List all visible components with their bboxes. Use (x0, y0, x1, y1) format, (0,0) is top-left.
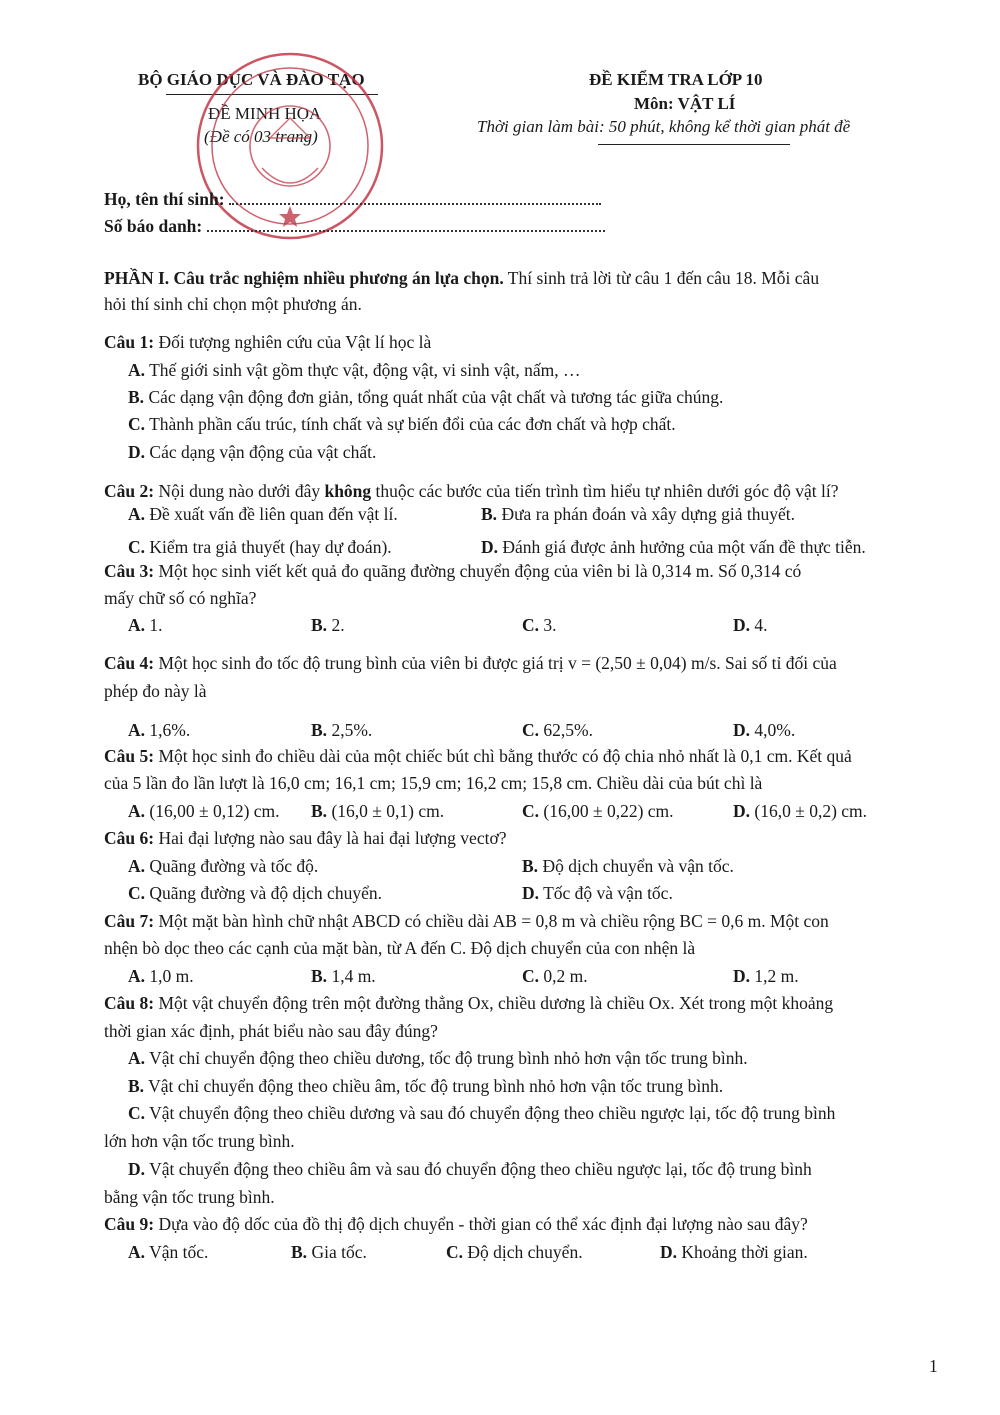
option-text: Vật chuyển động theo chiều âm và sau đó chuyển động theo chiều ngược lại, tốc độ trung bình (149, 1159, 812, 1179)
option-text: 1,4 m. (331, 966, 376, 986)
option-letter: B. (128, 1076, 145, 1096)
option-letter: C. (446, 1242, 464, 1262)
option-text: 1,6%. (149, 720, 191, 740)
q5-option-a[interactable] (128, 800, 280, 822)
option-text: Các dạng vận động của vật chất. (149, 442, 377, 462)
question-3-line1: Một học sinh viết kết quả đo quãng đường chuyển động của viên bi là 0,314 m. Số 0,314 có (154, 561, 802, 581)
q1-option-d[interactable] (128, 441, 376, 463)
option-text: Vận tốc. (149, 1242, 209, 1262)
option-text: Vật chuyển động theo chiều dương và sau đó chuyển động theo chiều ngược lại, tốc độ trung bình (149, 1103, 836, 1123)
question-2-text-bold: không (324, 481, 372, 501)
q3-option-c[interactable] (522, 614, 557, 636)
option-text: Các dạng vận động đơn giản, tổng quát nhất của vật chất và tương tác giữa chúng. (148, 387, 724, 407)
option-letter: A. (128, 801, 146, 821)
option-text: Vật chỉ chuyển động theo chiều dương, tốc độ trung bình nhỏ hơn vận tốc trung bình. (149, 1048, 748, 1068)
option-letter: B. (311, 615, 328, 635)
option-letter: D. (522, 883, 540, 903)
option-text: Khoảng thời gian. (681, 1242, 808, 1262)
option-text: Quãng đường và tốc độ. (149, 856, 319, 876)
ministry-underline (166, 94, 378, 95)
option-letter: B. (128, 387, 145, 407)
q8-option-c[interactable] (128, 1102, 835, 1124)
option-text: Thành phần cấu trúc, tính chất và sự biến đổi của các đơn chất và hợp chất. (149, 414, 676, 434)
option-letter: A. (128, 720, 146, 740)
q8-option-b[interactable] (128, 1075, 723, 1097)
q6-option-d[interactable] (522, 882, 673, 904)
question-3 (104, 560, 801, 582)
student-name-field[interactable] (229, 189, 601, 205)
question-1-label: Câu 1: (104, 332, 155, 352)
question-7-line1: Một mặt bàn hình chữ nhật ABCD có chiều dài AB = 0,8 m và chiều rộng BC = 0,6 m. Một con (154, 911, 829, 931)
option-letter: D. (733, 801, 751, 821)
question-6-label: Câu 6: (104, 828, 155, 848)
option-text: 62,5%. (543, 720, 593, 740)
q4-option-b[interactable] (311, 719, 372, 741)
q5-option-c[interactable] (522, 800, 674, 822)
q2-option-a[interactable] (128, 503, 398, 525)
question-5 (104, 745, 852, 767)
q5-option-b[interactable] (311, 800, 444, 822)
option-letter: C. (522, 801, 540, 821)
q8-option-c-cont: lớn hơn vận tốc trung bình. (104, 1131, 295, 1151)
question-5-label: Câu 5: (104, 746, 155, 766)
q2-option-b[interactable] (481, 503, 795, 525)
q4-option-a[interactable] (128, 719, 190, 741)
option-text: Đề xuất vấn đề liên quan đến vật lí. (149, 504, 398, 524)
option-letter: B. (311, 801, 328, 821)
option-letter: D. (660, 1242, 678, 1262)
question-8 (104, 992, 833, 1014)
question-4-line2: phép đo này là (104, 681, 207, 701)
q7-option-a[interactable] (128, 965, 194, 987)
option-text: Độ dịch chuyển và vận tốc. (542, 856, 734, 876)
q3-option-a[interactable] (128, 614, 163, 636)
option-letter: B. (481, 504, 498, 524)
q1-option-b[interactable] (128, 386, 723, 408)
question-2-text-after: thuộc các bước của tiến trình tìm hiểu tự nhiên dưới góc độ vật lí? (371, 481, 839, 501)
option-letter: A. (128, 360, 146, 380)
option-letter: D. (128, 1159, 146, 1179)
question-2 (104, 480, 839, 502)
q7-option-b[interactable] (311, 965, 376, 987)
option-text: 1. (149, 615, 163, 635)
question-1-text: Đối tượng nghiên cứu của Vật lí học là (154, 332, 432, 352)
question-4-label: Câu 4: (104, 653, 155, 673)
question-5-line1: Một học sinh đo chiều dài của một chiếc bút chì bằng thước có độ chia nhỏ nhất là 0,1 cm. Kết quả (154, 746, 852, 766)
pages-note: (Đề có 03 trang) (204, 127, 318, 146)
q2-option-d[interactable] (481, 536, 866, 558)
q8-option-d-cont: bằng vận tốc trung bình. (104, 1187, 275, 1207)
q9-option-a[interactable] (128, 1241, 208, 1263)
question-4-line1: Một học sinh đo tốc độ trung bình của viên bi được giá trị v = (2,50 ± 0,04) m/s. Sai số tỉ đối của (154, 653, 837, 673)
question-8-label: Câu 8: (104, 993, 155, 1013)
question-7-line2: nhện bò dọc theo các cạnh của mặt bàn, từ A đến C. Độ dịch chuyển của con nhện là (104, 938, 696, 958)
question-8-line1: Một vật chuyển động trên một đường thẳng Ox, chiều dương là chiều Ox. Xét trong một khoảng (154, 993, 834, 1013)
question-2-text-before: Nội dung nào dưới đây (154, 481, 325, 501)
option-text: Độ dịch chuyển. (467, 1242, 583, 1262)
question-9-text: Dựa vào độ dốc của đồ thị độ dịch chuyển - thời gian có thể xác định đại lượng nào sau đây? (154, 1214, 808, 1234)
question-6-text: Hai đại lượng nào sau đây là hai đại lượng vectơ? (154, 828, 507, 848)
option-letter: D. (128, 442, 146, 462)
option-text: 4,0%. (754, 720, 796, 740)
q9-option-b[interactable] (291, 1241, 367, 1263)
question-4 (104, 652, 837, 674)
option-text: 4. (754, 615, 768, 635)
question-6 (104, 827, 506, 849)
student-id-label (104, 215, 605, 237)
q9-option-d[interactable] (660, 1241, 808, 1263)
option-text: 0,2 m. (543, 966, 588, 986)
option-letter: C. (128, 1103, 146, 1123)
option-text: 1,0 m. (149, 966, 194, 986)
question-2-label: Câu 2: (104, 481, 155, 501)
question-9-label: Câu 9: (104, 1214, 155, 1234)
question-1 (104, 331, 431, 353)
option-letter: A. (128, 856, 146, 876)
option-letter: C. (128, 537, 146, 557)
ministry-name: BỘ GIÁO DỤC VÀ ĐÀO TẠO (138, 70, 365, 89)
q8-option-d[interactable] (128, 1158, 812, 1180)
student-name-text: Họ, tên thí sinh: (104, 189, 225, 209)
option-letter: C. (522, 720, 540, 740)
option-letter: A. (128, 504, 146, 524)
option-text: Vật chỉ chuyển động theo chiều âm, tốc độ trung bình nhỏ hơn vận tốc trung bình. (148, 1076, 724, 1096)
option-letter: C. (128, 883, 146, 903)
student-name-label (104, 188, 601, 210)
option-text: 1,2 m. (754, 966, 799, 986)
option-text: 3. (543, 615, 557, 635)
option-letter: C. (522, 966, 540, 986)
exam-title: ĐỀ KIỂM TRA LỚP 10 (589, 70, 763, 89)
q3-option-d[interactable] (733, 614, 768, 636)
q1-option-a[interactable] (128, 359, 580, 381)
option-text: Kiểm tra giả thuyết (hay dự đoán). (149, 537, 392, 557)
q2-option-c[interactable] (128, 536, 392, 558)
doc-type: ĐỀ MINH HỌA (208, 104, 322, 123)
option-text: Tốc độ và vận tốc. (543, 883, 673, 903)
option-letter: B. (311, 720, 328, 740)
option-letter: B. (291, 1242, 308, 1262)
time-note: Thời gian làm bài: 50 phút, không kể thời gian phát đề (477, 117, 851, 136)
q1-option-c[interactable] (128, 413, 676, 435)
option-text: (16,00 ± 0,22) cm. (543, 801, 674, 821)
part1-instruction-2: hỏi thí sinh chỉ chọn một phương án. (104, 294, 362, 314)
option-letter: B. (522, 856, 539, 876)
option-text: Đưa ra phán đoán và xây dựng giả thuyết. (501, 504, 795, 524)
question-5-line2: của 5 lần đo lần lượt là 16,0 cm; 16,1 cm; 15,9 cm; 16,2 cm; 15,8 cm. Chiều dài của bút chì là (104, 773, 763, 793)
question-7-label: Câu 7: (104, 911, 155, 931)
student-id-field[interactable] (207, 216, 605, 232)
question-3-label: Câu 3: (104, 561, 155, 581)
option-text: 2,5%. (331, 720, 373, 740)
option-text: Gia tốc. (311, 1242, 367, 1262)
q7-option-c[interactable] (522, 965, 588, 987)
q5-option-d[interactable] (733, 800, 867, 822)
title-underline (598, 144, 790, 145)
option-text: Thế giới sinh vật gồm thực vật, động vật, vi sinh vật, nấm, … (149, 360, 581, 380)
option-letter: B. (311, 966, 328, 986)
option-letter: A. (128, 615, 146, 635)
option-text: 2. (331, 615, 345, 635)
option-text: Đánh giá được ảnh hưởng của một vấn đề thực tiễn. (502, 537, 866, 557)
option-letter: C. (128, 414, 146, 434)
q3-option-b[interactable] (311, 614, 345, 636)
part1-title: PHẦN I. Câu trắc nghiệm nhiều phương án lựa chọn. (104, 268, 504, 288)
question-8-line2: thời gian xác định, phát biểu nào sau đây đúng? (104, 1021, 438, 1041)
option-letter: A. (128, 966, 146, 986)
option-letter: C. (522, 615, 540, 635)
question-3-line2: mấy chữ số có nghĩa? (104, 588, 257, 608)
option-text: (16,00 ± 0,12) cm. (149, 801, 280, 821)
student-id-text: Số báo danh: (104, 216, 203, 236)
option-letter: D. (733, 720, 751, 740)
page-number: 1 (929, 1356, 938, 1376)
option-letter: A. (128, 1048, 146, 1068)
subject: Môn: VẬT LÍ (634, 94, 736, 113)
option-text: (16,0 ± 0,2) cm. (754, 801, 868, 821)
q6-option-c[interactable] (128, 882, 382, 904)
option-letter: D. (481, 537, 499, 557)
question-7 (104, 910, 829, 932)
part1-instruction-1: Thí sinh trả lời từ câu 1 đến câu 18. Mỗi câu (503, 268, 820, 288)
option-letter: D. (733, 615, 751, 635)
part1-header (104, 267, 819, 289)
option-text: (16,0 ± 0,1) cm. (331, 801, 445, 821)
option-letter: A. (128, 1242, 146, 1262)
option-text: Quãng đường và độ dịch chuyển. (149, 883, 382, 903)
q6-option-a[interactable] (128, 855, 318, 877)
q4-option-d[interactable] (733, 719, 795, 741)
option-letter: D. (733, 966, 751, 986)
q9-option-c[interactable] (446, 1241, 583, 1263)
q7-option-d[interactable] (733, 965, 799, 987)
q8-option-a[interactable] (128, 1047, 748, 1069)
q4-option-c[interactable] (522, 719, 593, 741)
question-9 (104, 1213, 808, 1235)
q6-option-b[interactable] (522, 855, 734, 877)
